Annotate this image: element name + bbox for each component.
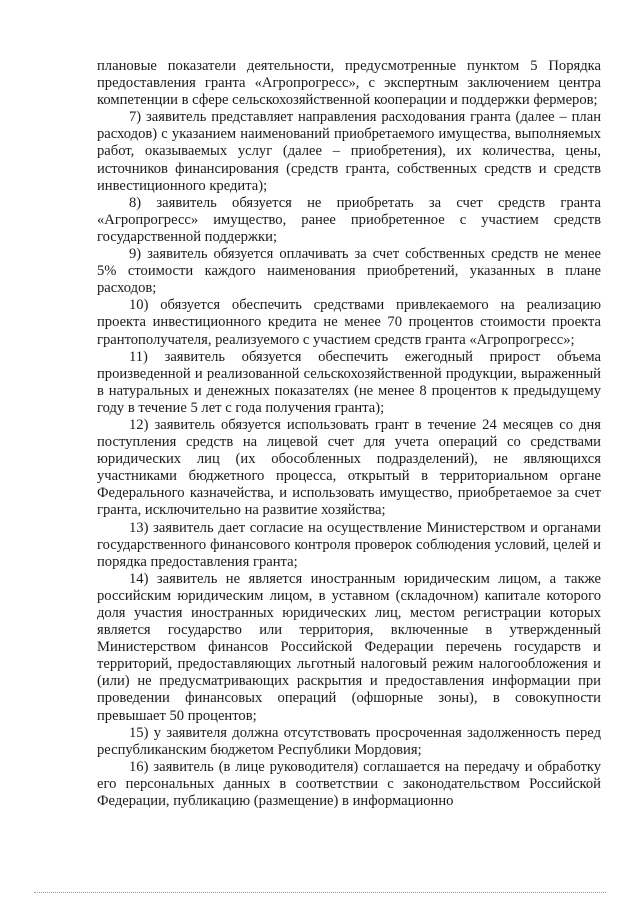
paragraph-item-13: 13) заявитель дает согласие на осуществление Министерством и органами государственного финансового контроля проверок соблюдения условий, целей и порядка предоставления гранта; bbox=[97, 519, 601, 570]
paragraph-item-16: 16) заявитель (в лице руководителя) соглашается на передачу и обработку его персональных данных в соответствии с законодательством Российской Федерации, публикацию (размещение) в информационно bbox=[97, 758, 601, 810]
paragraph-item-9: 9) заявитель обязуется оплачивать за счет собственных средств не менее 5% стоимости каждого наименования приобретений, указанных в плане расходов; bbox=[97, 246, 601, 297]
paragraph-item-12: 12) заявитель обязуется использовать грант в течение 24 месяцев со дня поступления средств на лицевой счет для учета операций со средствами юридических лиц (их обособленных подразделений), не являющихся участниками бюджетного процесса, открытый в территориальном органе Федерального казначейства, и использовать имущество, приобретаемое за счет гранта, исключительно на развитие хозяйства; bbox=[97, 416, 601, 519]
paragraph-item-7: 7) заявитель представляет направления расходования гранта (далее – план расходов) с указанием наименований приобретаемого имущества, выполняемых работ, оказываемых услуг (далее – приобретения), их количества, цены, источников финансирования (средств гранта, собственных средств и средств инвестиционного кредита); bbox=[97, 109, 601, 194]
paragraph-item-10: 10) обязуется обеспечить средствами привлекаемого на реализацию проекта инвестиционного кредита не менее 70 процентов стоимости проекта грантополучателя, реализуемого с участием средств гранта «Агропрогресс»; bbox=[97, 297, 601, 348]
document-body bbox=[97, 58, 601, 810]
paragraph-item-11: 11) заявитель обязуется обеспечить ежегодный прирост объема произведенной и реализованной сельскохозяйственной продукции, выраженный в натуральных и денежных показателях (не менее 8 процентов к предыдущему году в течение 5 лет с года получения гранта); bbox=[97, 348, 601, 416]
paragraph-item-15: 15) у заявителя должна отсутствовать просроченная задолженность перед республиканским бюджетом Республики Мордовия; bbox=[97, 724, 601, 758]
footer-divider bbox=[34, 892, 606, 893]
paragraph-item-14: 14) заявитель не является иностранным юридическим лицом, а также российским юридическим лицом, в уставном (складочном) капитале которого доля участия иностранных юридических лиц, местом регистрации которых является государство или территория, включенные в утвержденный Министерством финансов Российской Федерации перечень государств и территорий, предоставляющих льготный налоговый режим налогообложения и (или) не предусматривающих раскрытия и предоставления информации при проведении финансовых операций (офшорные зоны), в совокупности превышает 50 процентов; bbox=[97, 570, 601, 724]
paragraph-item-8: 8) заявитель обязуется не приобретать за счет средств гранта «Агропрогресс» имущество, ранее приобретенное с участием средств государственной поддержки; bbox=[97, 194, 601, 245]
paragraph-continuation: плановые показатели деятельности, предусмотренные пунктом 5 Порядка предоставления гранта «Агропрогресс», с экспертным заключением центра компетенции в сфере сельскохозяйственной кооперации и поддержки фермеров; bbox=[97, 58, 601, 109]
